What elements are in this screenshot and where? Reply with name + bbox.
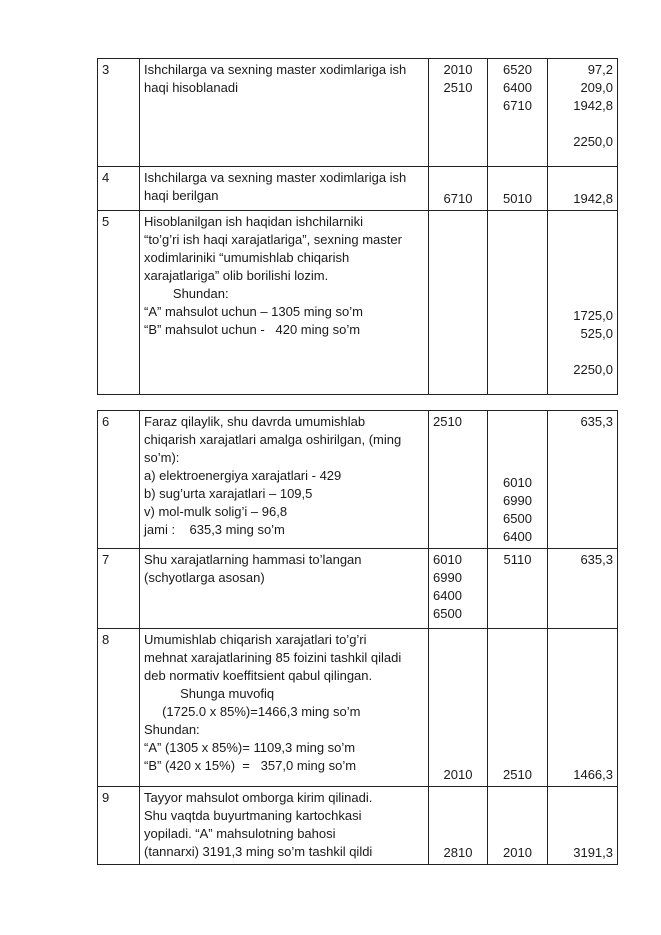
sum-cell: 635,3 [548, 549, 618, 629]
sum-cell: 635,3 [548, 411, 618, 549]
table-row [98, 411, 618, 549]
credit-cell: 5010 [488, 167, 548, 211]
table-row [98, 549, 618, 629]
debit-cell: 2510 [429, 411, 488, 549]
sum-cell: 1725,0 525,0 2250,0 [548, 211, 618, 395]
credit-cell: 2510 [488, 629, 548, 787]
row-number: 3 [98, 59, 140, 167]
sum-cell: 1942,8 [548, 167, 618, 211]
operation-text: Shu xarajatlarning hammasi to’langan (schyotlarga asosan) [140, 549, 429, 629]
operation-text: Ishchilarga va sexning master xodimlariga ish haqi hisoblanadi [140, 59, 429, 167]
operation-text: Hisoblanilgan ish haqidan ishchilarniki “to’g’ri ish haqi xarajatlariga”, sexning master xodimlariniki “umumishlab chiqarish xarajatlariga” olib borilishi lozim. Shundan: “A” mahsulot uchun – 1305 ming so’m “B” mahsulot uchun - 420 ming so’m [140, 211, 429, 395]
row-number: 8 [98, 629, 140, 787]
row-number: 4 [98, 167, 140, 211]
table-row [98, 167, 618, 211]
credit-cell: 6010 6990 6500 6400 [488, 411, 548, 549]
row-number: 7 [98, 549, 140, 629]
operation-text: Tayyor mahsulot omborga kirim qilinadi. Shu vaqtda buyurtmaning kartochkasi yopiladi. “A” mahsulotning bahosi (tannarxi) 3191,3 ming so’m tashkil qildi [140, 787, 429, 865]
row-number: 9 [98, 787, 140, 865]
table-row [98, 59, 618, 167]
debit-cell: 2010 2510 [429, 59, 488, 167]
debit-cell: 6710 [429, 167, 488, 211]
operation-text: Ishchilarga va sexning master xodimlariga ish haqi berilgan [140, 167, 429, 211]
operation-text: Faraz qilaylik, shu davrda umumishlab chiqarish xarajatlari amalga oshirilgan, (ming so’m): a) elektroenergiya xarajatlari - 429 b) sug’urta xarajatlari – 109,5 v) mol-mulk solig’i – 96,8 jami : 635,3 ming so’m [140, 411, 429, 549]
debit-cell: 2810 [429, 787, 488, 865]
credit-cell: 6520 6400 6710 [488, 59, 548, 167]
debit-cell: 2010 [429, 629, 488, 787]
journal-table-2 [97, 410, 618, 865]
table-row [98, 211, 618, 395]
sum-cell: 97,2 209,0 1942,8 2250,0 [548, 59, 618, 167]
row-number: 5 [98, 211, 140, 395]
journal-table-1 [97, 58, 618, 395]
row-number: 6 [98, 411, 140, 549]
table-row [98, 629, 618, 787]
debit-cell: 6010 6990 6400 6500 [429, 549, 488, 629]
sum-cell: 1466,3 [548, 629, 618, 787]
credit-cell: 5110 [488, 549, 548, 629]
credit-cell [488, 211, 548, 395]
table-row [98, 787, 618, 865]
debit-cell [429, 211, 488, 395]
credit-cell: 2010 [488, 787, 548, 865]
sum-cell: 3191,3 [548, 787, 618, 865]
operation-text: Umumishlab chiqarish xarajatlari to’g’ri mehnat xarajatlarining 85 foizini tashkil qiladi deb normativ koeffitsient qabul qilingan. Shunga muvofiq (1725.0 x 85%)=1466,3 ming so’m Shundan: “A” (1305 x 85%)= 1109,3 ming so’m “B” (420 x 15%) = 357,0 ming so’m [140, 629, 429, 787]
